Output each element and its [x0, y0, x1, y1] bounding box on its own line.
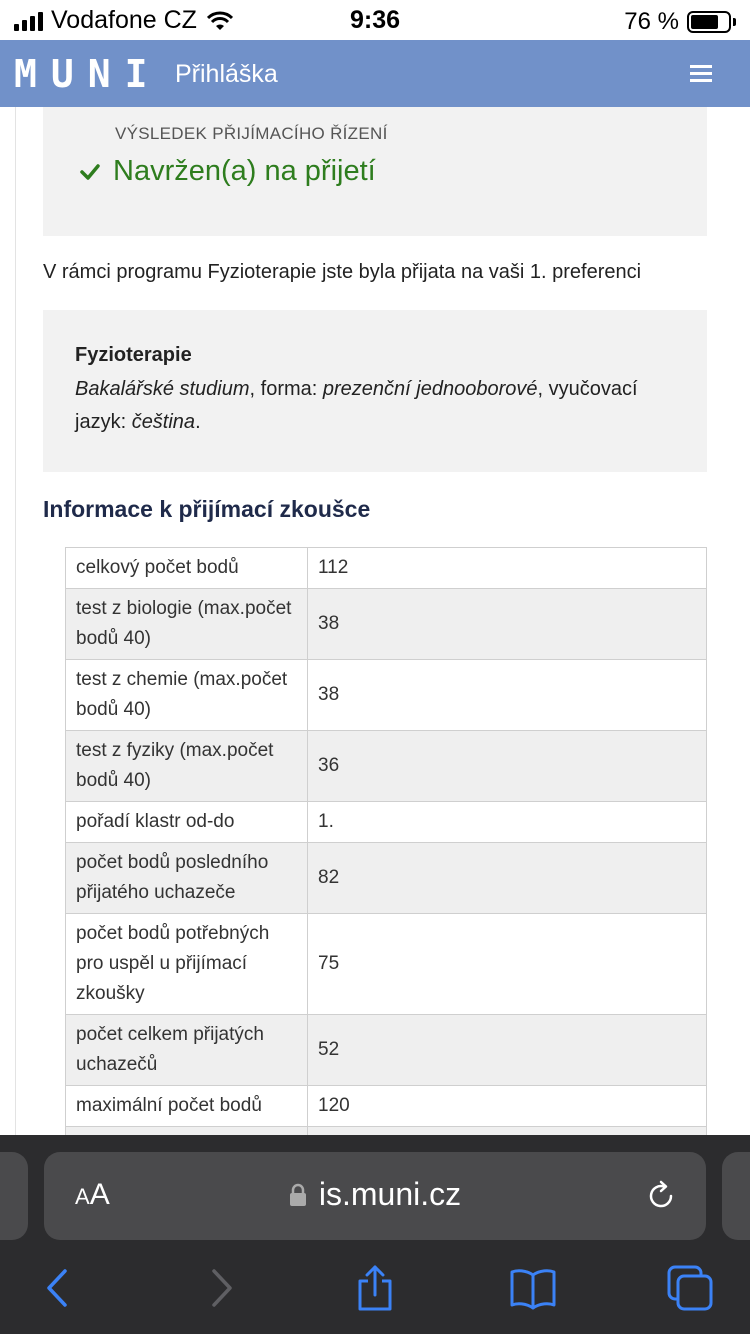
program-box — [43, 310, 707, 472]
row-value: 82 — [308, 843, 707, 914]
table-row — [66, 1015, 707, 1086]
row-label: celkový počet bodů — [66, 548, 308, 589]
status-bar — [0, 0, 750, 40]
hamburger-menu-icon[interactable] — [690, 65, 712, 83]
table-row — [66, 914, 707, 1015]
share-icon[interactable] — [350, 1263, 400, 1313]
row-label: počet celkem přijatých uchazečů — [66, 1015, 308, 1086]
browser-toolbar — [0, 1135, 750, 1334]
forward-arrow-icon[interactable] — [196, 1263, 246, 1313]
battery-icon — [687, 11, 731, 33]
reload-icon[interactable] — [644, 1179, 678, 1213]
study-language: čeština — [131, 411, 196, 433]
row-value: 1. — [308, 802, 707, 843]
language-label: , vyučovací jazyk: — [75, 378, 638, 433]
next-tab-peek[interactable] — [722, 1152, 750, 1240]
muni-logo[interactable]: MUNI — [14, 52, 162, 96]
row-label: test z biologie (max.počet bodů 40) — [66, 589, 308, 660]
row-value: 38 — [308, 660, 707, 731]
table-row — [66, 548, 707, 589]
aa-large: A — [89, 1178, 110, 1211]
page-title: Přihláška — [175, 60, 278, 88]
back-arrow-icon[interactable] — [33, 1263, 83, 1313]
row-value: 120 — [308, 1086, 707, 1127]
carrier-name: Vodafone CZ — [51, 6, 197, 34]
row-label — [66, 1127, 308, 1136]
battery-percent: 76 % — [624, 8, 679, 35]
url-display[interactable] — [44, 1176, 706, 1213]
form-label: , forma: — [249, 378, 323, 400]
row-label: test z chemie (max.počet bodů 40) — [66, 660, 308, 731]
row-value: 36 — [308, 731, 707, 802]
admission-info-text: V rámci programu Fyzioterapie jste byla přijata na vaši 1. preferenci — [43, 261, 642, 283]
description-end: . — [195, 411, 201, 433]
program-description — [75, 373, 675, 439]
clock: 9:36 — [349, 6, 401, 34]
result-status — [79, 155, 376, 188]
bookmarks-icon[interactable] — [508, 1263, 558, 1313]
page-content — [0, 107, 750, 1135]
aa-small: A — [75, 1184, 90, 1209]
url-text: is.muni.cz — [318, 1176, 462, 1212]
row-label: pořadí klastr od-do — [66, 802, 308, 843]
table-row — [66, 731, 707, 802]
row-label: maximální počet bodů — [66, 1086, 308, 1127]
table-row — [66, 1086, 707, 1127]
row-value — [308, 1127, 707, 1136]
row-label: počet bodů potřebných pro uspěl u přijímací zkoušky — [66, 914, 308, 1015]
tabs-icon[interactable] — [665, 1263, 715, 1313]
checkmark-icon — [79, 161, 101, 183]
program-name: Fyzioterapie — [75, 344, 192, 366]
table-row — [66, 660, 707, 731]
study-form: prezenční jednooborové — [322, 378, 538, 400]
table-row — [66, 1127, 707, 1136]
table-row — [66, 802, 707, 843]
row-value: 38 — [308, 589, 707, 660]
exam-results-table — [65, 547, 707, 1135]
navigation-row — [0, 1263, 750, 1323]
row-value: 112 — [308, 548, 707, 589]
admission-result-box — [43, 107, 707, 236]
table-row — [66, 843, 707, 914]
exam-section-title: Informace k přijímací zkoušce — [43, 496, 371, 522]
previous-tab-peek[interactable] — [0, 1152, 28, 1240]
result-status-text: Navržen(a) na přijetí — [113, 155, 376, 187]
battery-status — [624, 8, 736, 36]
row-value: 52 — [308, 1015, 707, 1086]
row-label: počet bodů posledního přijatého uchazeče — [66, 843, 308, 914]
row-label: test z fyziky (max.počet bodů 40) — [66, 731, 308, 802]
study-type: Bakalářské studium — [75, 378, 250, 400]
address-bar[interactable] — [44, 1152, 706, 1240]
lock-icon — [289, 1183, 307, 1207]
app-header — [0, 40, 750, 107]
result-label: VÝSLEDEK PŘIJÍMACÍHO ŘÍZENÍ — [115, 124, 388, 143]
row-value: 75 — [308, 914, 707, 1015]
table-row — [66, 589, 707, 660]
